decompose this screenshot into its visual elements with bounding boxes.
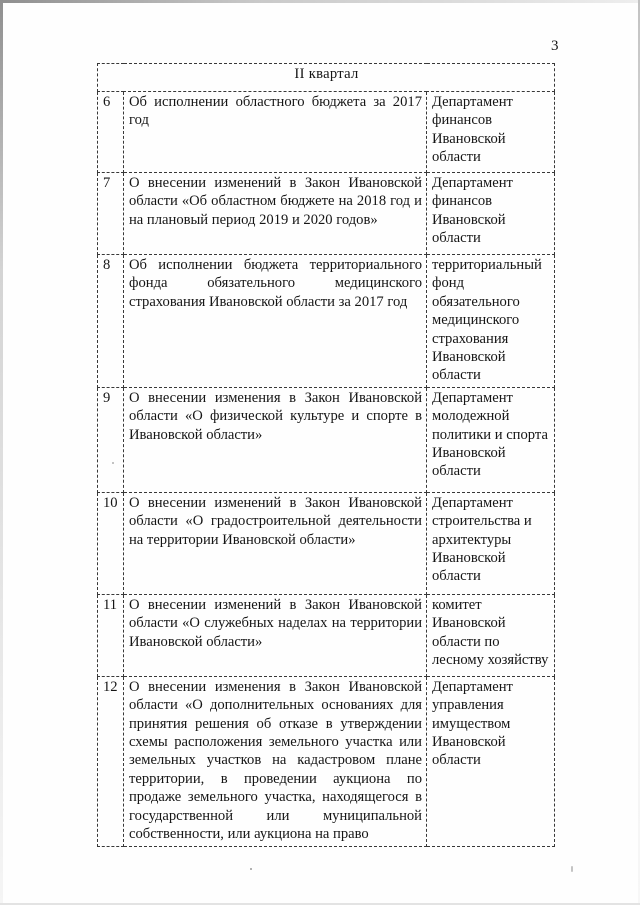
department-cell: территориальный фонд обязательного медицинского страхования Ивановской области: [427, 255, 555, 388]
scan-noise-speck: [571, 866, 573, 872]
law-title-cell: О внесении изменения в Закон Ивановской области «О дополнительных основаниях для принятия решения об отказе в утверждении схемы расположения земельного участка или земельных участков на кадастровом плане территории, в проведении аукциона по продаже земельного участка, находящегося в государственной или муниципальной собственности, или аукциона на право: [124, 676, 427, 846]
row-number-cell: 8: [98, 255, 124, 388]
department-cell: Департамент финансов Ивановской области: [427, 173, 555, 255]
law-title-cell: Об исполнении бюджета территориального фонда обязательного медицинского страхования Ивановской области за 2017 год: [124, 255, 427, 388]
table-row: [98, 173, 555, 255]
department-cell: Департамент финансов Ивановской области: [427, 92, 555, 173]
law-title-cell: Об исполнении областного бюджета за 2017 год: [124, 92, 427, 173]
row-number-cell: 6: [98, 92, 124, 173]
table-row: [98, 676, 555, 846]
department-cell: Департамент молодежной политики и спорта Ивановской области: [427, 387, 555, 492]
law-title-cell: О внесении изменений в Закон Ивановской области «О служебных наделах на территории Ивановской области»: [124, 594, 427, 676]
table-row: [98, 255, 555, 388]
scan-noise-speck: [112, 462, 114, 464]
law-title-cell: О внесении изменения в Закон Ивановской области «О физической культуре и спорте в Ивановской области»: [124, 387, 427, 492]
scan-noise-speck: [250, 868, 252, 870]
row-number-cell: 11: [98, 594, 124, 676]
row-number-cell: 9: [98, 387, 124, 492]
row-number-cell: 10: [98, 492, 124, 594]
row-number-cell: 7: [98, 173, 124, 255]
law-title-cell: О внесении изменений в Закон Ивановской области «О градостроительной деятельности на территории Ивановской области»: [124, 492, 427, 594]
law-title-cell: О внесении изменений в Закон Ивановской области «Об областном бюджете на 2018 год и на плановый период 2019 и 2020 годов»: [124, 173, 427, 255]
department-cell: комитет Ивановской области по лесному хозяйству: [427, 594, 555, 676]
page-number: 3: [551, 38, 559, 54]
legislation-schedule-table: [97, 63, 555, 847]
row-number-cell: 12: [98, 676, 124, 846]
table-row: [98, 492, 555, 594]
department-cell: Департамент управления имуществом Ивановской области: [427, 676, 555, 846]
quarter-header: II квартал: [98, 64, 555, 92]
quarter-header-row: [98, 64, 555, 92]
table-row: [98, 92, 555, 173]
table-row: [98, 594, 555, 676]
scan-edge-top: [0, 0, 640, 3]
table-row: [98, 387, 555, 492]
scan-edge-left: [0, 0, 3, 905]
department-cell: Департамент строительства и архитектуры Ивановской области: [427, 492, 555, 594]
